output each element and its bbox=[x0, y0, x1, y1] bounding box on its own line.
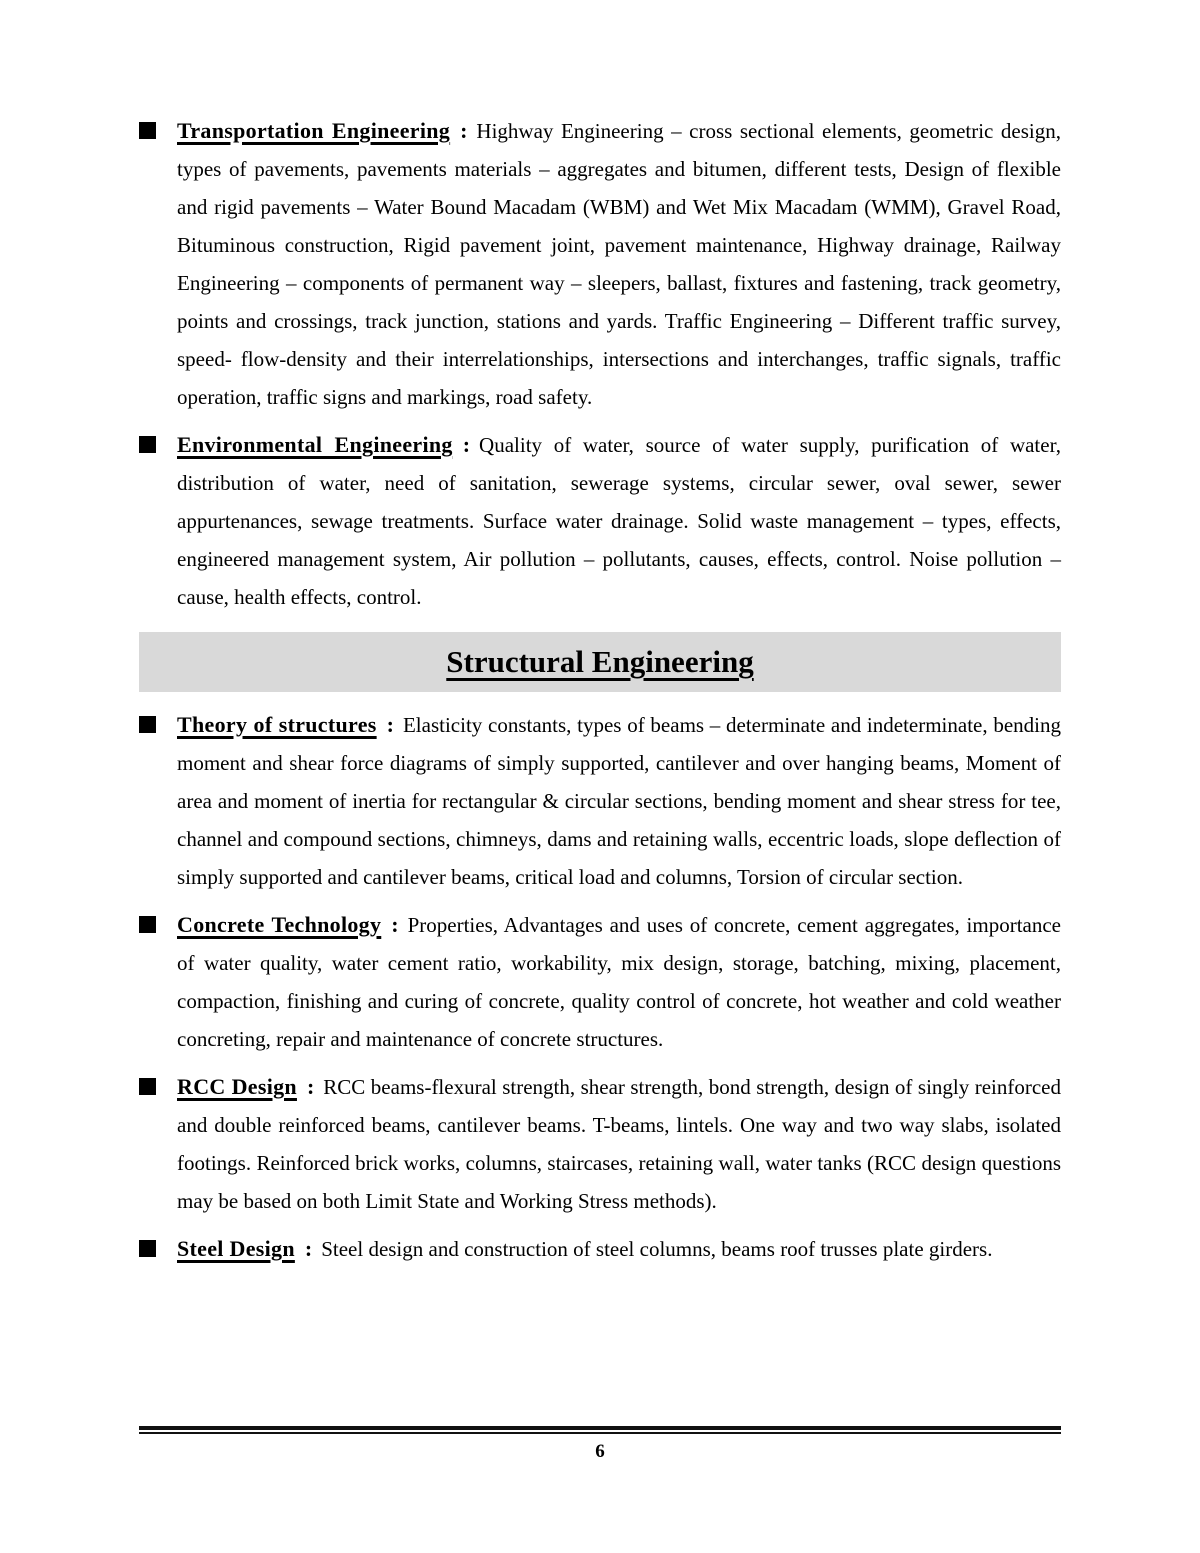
footer-rule-thick-line bbox=[139, 1426, 1061, 1430]
square-bullet-icon bbox=[139, 916, 156, 933]
square-bullet-icon bbox=[139, 1078, 156, 1095]
section-title: Theory of structures bbox=[177, 712, 377, 737]
section-transportation-engineering bbox=[139, 112, 1061, 416]
page-content bbox=[139, 112, 1061, 1278]
colon-separator: : bbox=[304, 1236, 313, 1261]
colon-separator: : bbox=[386, 712, 394, 737]
section-body: Quality of water, source of water supply, purification of water, distribution of water, need of sanitation, sewerage systems, circular sewer, oval sewer, sewer appurtenances, sewage treatments. Surface water drainage. Solid waste management – types, effects, engineered management system, Air pollution – pollutants, causes, effects, control. Noise pollution – cause, health effects, control. bbox=[177, 433, 1061, 609]
square-bullet-icon bbox=[139, 436, 156, 453]
section-paragraph bbox=[177, 1230, 1061, 1268]
section-title: Transportation Engineering bbox=[177, 118, 451, 143]
colon-separator: : bbox=[460, 118, 468, 143]
section-environmental-engineering bbox=[139, 426, 1061, 616]
section-rcc-design bbox=[139, 1068, 1061, 1220]
heading-label: Structural Engineering bbox=[446, 644, 754, 679]
section-body: Elasticity constants, types of beams – determinate and indeterminate, bending moment and shear force diagrams of simply supported, cantilever and over hanging beams, Moment of area and moment of inertia for rectangular & circular sections, bending moment and shear stress for tee, channel and compound sections, chimneys, dams and retaining walls, eccentric loads, slope deflection of simply supported and cantilever beams, critical load and columns, Torsion of circular section. bbox=[177, 713, 1062, 889]
section-concrete-technology bbox=[139, 906, 1061, 1058]
section-paragraph bbox=[177, 906, 1061, 1058]
page-number: 6 bbox=[595, 1441, 605, 1462]
square-bullet-icon bbox=[139, 716, 156, 733]
section-body: Steel design and construction of steel columns, beams roof trusses plate girders. bbox=[321, 1237, 993, 1261]
structural-engineering-heading-band bbox=[139, 632, 1061, 692]
section-steel-design bbox=[139, 1230, 1061, 1268]
section-body: RCC beams-flexural strength, shear strength, bond strength, design of singly reinforced and double reinforced beams, cantilever beams. T-beams, lintels. One way and two way slabs, isolated footings. Reinforced brick works, columns, staircases, retaining wall, water tanks (RCC design questions may be based on both Limit State and Working Stress methods). bbox=[177, 1075, 1062, 1213]
section-paragraph bbox=[177, 1068, 1061, 1220]
section-paragraph bbox=[177, 706, 1061, 896]
page-footer bbox=[139, 1426, 1061, 1463]
section-title: RCC Design bbox=[177, 1074, 297, 1099]
footer-double-rule bbox=[139, 1426, 1061, 1434]
section-title: Concrete Technology bbox=[177, 912, 382, 937]
section-body: Properties, Advantages and uses of concrete, cement aggregates, importance of water quality, water cement ratio, workability, mix design, storage, batching, mixing, placement, compaction, finishing and curing of concrete, quality control of concrete, hot weather and cold weather concreting, repair and maintenance of concrete structures. bbox=[177, 913, 1062, 1051]
colon-separator: : bbox=[306, 1074, 315, 1099]
colon-separator: : bbox=[391, 912, 399, 937]
section-paragraph bbox=[177, 112, 1061, 416]
colon-separator: : bbox=[462, 432, 471, 457]
section-title: Steel Design bbox=[177, 1236, 295, 1261]
section-title: Environmental Engineering bbox=[177, 432, 453, 457]
square-bullet-icon bbox=[139, 1240, 156, 1257]
square-bullet-icon bbox=[139, 122, 156, 139]
footer-rule-thin-line bbox=[139, 1432, 1061, 1434]
section-theory-of-structures bbox=[139, 706, 1061, 896]
section-body: Highway Engineering – cross sectional elements, geometric design, types of pavements, pavements materials – aggregates and bitumen, different tests, Design of flexible and rigid pavements – Water Bound Macadam (WBM) and Wet Mix Macadam (WMM), Gravel Road, Bituminous construction, Rigid pavement joint, pavement maintenance, Highway drainage, Railway Engineering – components of permanent way – sleepers, ballast, fixtures and fastening, track geometry, points and crossings, track junction, stations and yards. Traffic Engineering – Different traffic survey, speed- flow-density and their interrelationships, intersections and interchanges, traffic signals, traffic operation, traffic signs and markings, road safety. bbox=[177, 119, 1061, 409]
section-paragraph bbox=[177, 426, 1061, 616]
